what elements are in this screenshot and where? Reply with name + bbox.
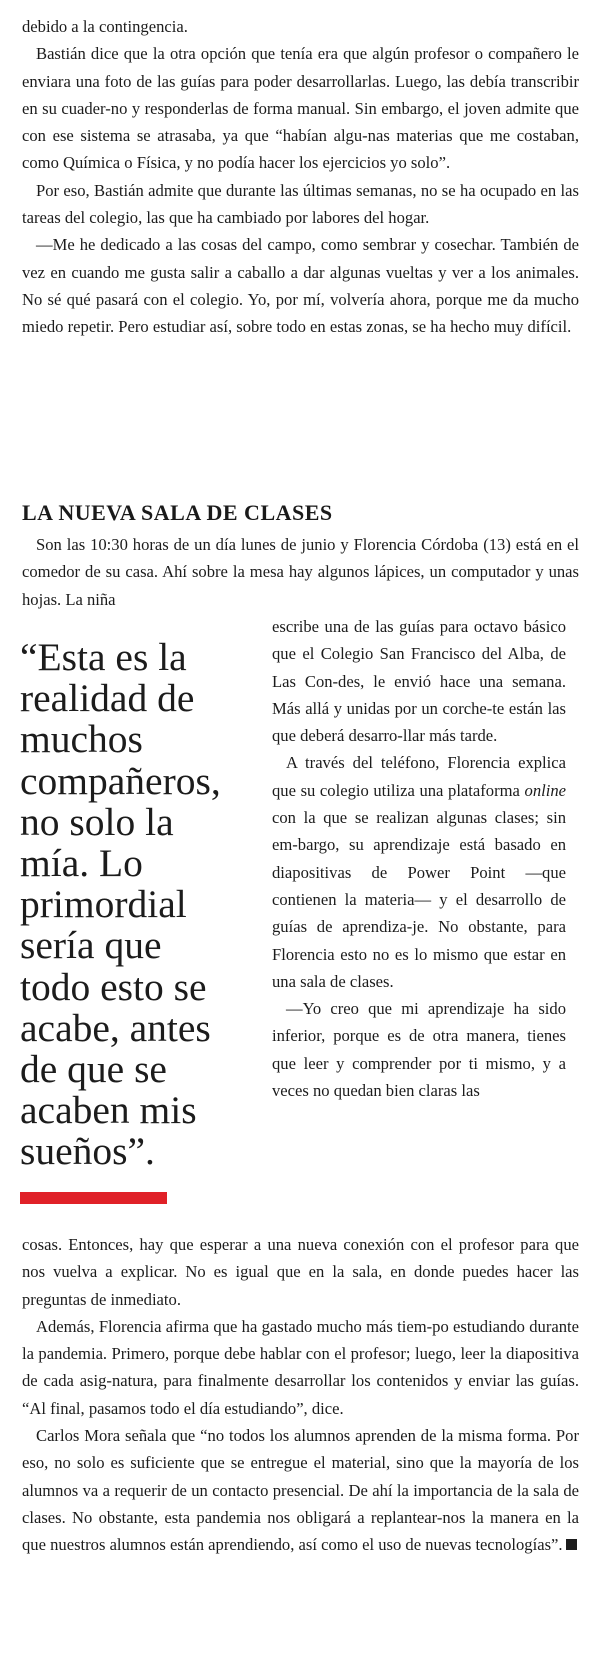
quote-accent-bar [20, 1192, 167, 1204]
paragraph: Bastián dice que la otra opción que tenía era que algún profesor o compañero le enviara una foto de las guías para poder desarrollarlas. Luego, las debía transcribir en su cuader-no y responderlas de forma manual. Sin embargo, el joven admite que con ese sistema se atrasaba, ya que “habían algu-nas materias que me costaban, como Química o Física, y no podía hacer los ejercicios yo solo”. [22, 44, 579, 173]
quote-line: compañeros, [20, 758, 221, 803]
section-heading: LA NUEVA SALA DE CLASES [22, 500, 333, 525]
pull-quote [20, 637, 256, 1173]
narrow-column [272, 613, 566, 1104]
continuation-line: debido a la contingencia. [22, 17, 188, 36]
paragraph: A través del teléfono, Florencia explica que su colegio utiliza una plataforma online con la que se realizan algunas clases; sin em-bargo, su aprendizaje está basado en diapositivas de Power Point —que contienen la materia— y el desarrollo de guías de aprendiza-je. No obstante, para Florencia esto no es lo mismo que estar en una sala de clases. [272, 753, 566, 991]
quote-line: “Esta es la [20, 635, 187, 679]
article-text-bottom [22, 1231, 579, 1559]
quote-line: mía. Lo [20, 841, 143, 886]
paragraph [22, 1422, 579, 1558]
quote-line: muchos [20, 717, 143, 762]
quote-line: de que se [20, 1047, 167, 1092]
paragraph: Son las 10:30 horas de un día lunes de junio y Florencia Córdoba (13) está en el comedor de su casa. Ahí sobre la mesa hay algunos lápices, un computador y unas hojas. La niña [22, 535, 579, 609]
quote-line: acabe, antes [20, 1005, 211, 1050]
emphasis-online: online [524, 780, 566, 800]
continuation-paragraph: cosas. Entonces, hay que esperar a una nueva conexión con el profesor para que nos vuelva a explicar. No es igual que en la sala, en donde puedes hacer las preguntas de inmediato. [22, 1235, 579, 1309]
quote-line: acaben mis [20, 1088, 197, 1133]
article-text-top [22, 13, 579, 341]
quote-line: sería que [20, 923, 162, 968]
paragraph: Por eso, Bastián admite que durante las últimas semanas, no se ha ocupado en las tareas del colegio, las que ha cambiado por labores del hogar. [22, 180, 579, 228]
paragraph: —Me he dedicado a las cosas del campo, como sembrar y cosechar. También de vez en cuando me gusta salir a caballo a dar algunas vueltas y ver a los animales. No sé qué pasará con el colegio. Yo, por mí, volvería ahora, porque me da mucho miedo repetir. Pero estudiar así, sobre todo en estas zonas, se ha hecho muy difícil. [22, 235, 579, 337]
quote-line: realidad de [20, 676, 195, 721]
section-intro [22, 531, 579, 613]
final-paragraph-text: Carlos Mora señala que “no todos los alumnos aprenden de la misma forma. Por eso, no solo es suficiente que se entregue el material, sino que la mayoría de los alumnos va a requerir de un contacto presencial. De ahí la importancia de la sala de clases. No obstante, esta pandemia nos obligará a replantear-nos la manera en la que nuestros alumnos están aprendiendo, así como el uso de nuevas tecnologías”. [22, 1426, 579, 1555]
paragraph: Además, Florencia afirma que ha gastado mucho más tiem-po estudiando durante la pandemia. Primero, porque debe hablar con el profesor; luego, leer la diapositiva de cada asig-natura, para finalmente desarrollar los contenidos y enviar las guías. “Al final, pasamos todo el día estudiando”, dice. [22, 1316, 579, 1418]
paragraph: escribe una de las guías para octavo básico que el Colegio San Francisco del Alba, de Las Con-des, le envió hace una semana. Más allá y unidas por un corche-te están las que deberá desarro-llar más tarde. [272, 617, 566, 746]
quote-line: no solo la [20, 799, 174, 844]
quote-line: primordial [20, 882, 187, 927]
paragraph: —Yo creo que mi aprendizaje ha sido inferior, porque es de otra manera, tienes que leer y comprender por ti mismo, y a veces no quedan bien claras las [272, 999, 566, 1101]
quote-line: todo esto se [20, 964, 207, 1009]
quote-line: sueños”. [20, 1129, 155, 1174]
end-mark-icon [566, 1539, 577, 1550]
